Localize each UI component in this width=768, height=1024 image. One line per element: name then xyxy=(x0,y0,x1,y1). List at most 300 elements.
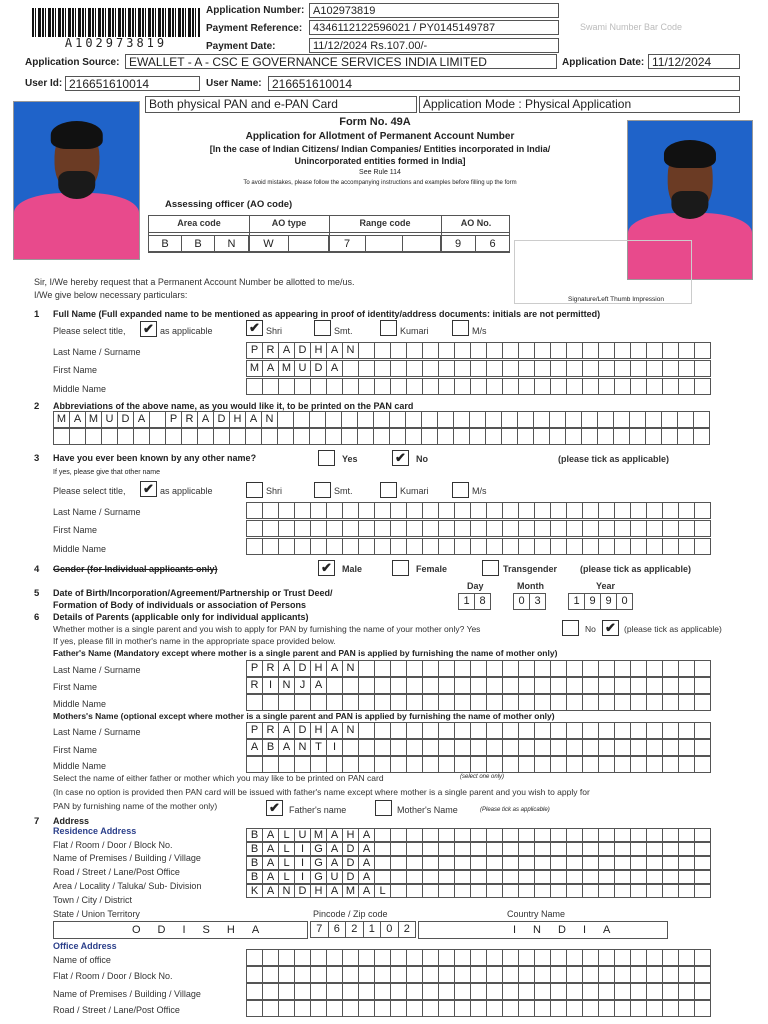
letter-cell[interactable] xyxy=(327,502,343,519)
letter-cell[interactable] xyxy=(279,949,295,966)
letter-cell[interactable] xyxy=(599,1000,615,1017)
letter-cell[interactable] xyxy=(599,983,615,1000)
letter-cell[interactable] xyxy=(471,694,487,711)
letter-cell[interactable] xyxy=(695,520,711,537)
letter-cell[interactable] xyxy=(567,502,583,519)
letter-cell[interactable] xyxy=(391,966,407,983)
letter-cell[interactable]: N xyxy=(343,722,359,739)
letter-cell[interactable] xyxy=(438,428,454,445)
letter-cell[interactable] xyxy=(343,378,359,395)
letter-cell[interactable] xyxy=(583,694,599,711)
letter-cell[interactable] xyxy=(471,828,487,842)
letter-cell[interactable] xyxy=(375,660,391,677)
letter-cell[interactable] xyxy=(647,966,663,983)
letter-cell[interactable] xyxy=(391,856,407,870)
letter-cell[interactable] xyxy=(327,538,343,555)
letter-cell[interactable] xyxy=(423,966,439,983)
letter-cell[interactable] xyxy=(439,828,455,842)
letter-cell[interactable] xyxy=(471,1000,487,1017)
letter-cell[interactable] xyxy=(439,378,455,395)
letter-cell[interactable] xyxy=(375,538,391,555)
letter-cell[interactable] xyxy=(471,538,487,555)
letter-cell[interactable]: N xyxy=(262,411,278,428)
letter-cell[interactable] xyxy=(519,966,535,983)
letter-cell[interactable] xyxy=(679,538,695,555)
letter-cell[interactable] xyxy=(343,677,359,694)
letter-cell[interactable] xyxy=(567,342,583,359)
letter-cell[interactable] xyxy=(407,739,423,756)
letter-cell[interactable] xyxy=(695,502,711,519)
letter-cell[interactable] xyxy=(599,722,615,739)
letter-cell[interactable] xyxy=(583,677,599,694)
letter-cell[interactable] xyxy=(598,428,614,445)
letter-cell[interactable]: A xyxy=(327,660,343,677)
letter-cell[interactable] xyxy=(631,870,647,884)
letter-cell[interactable] xyxy=(583,842,599,856)
letter-cell[interactable] xyxy=(359,694,375,711)
letter-cell[interactable] xyxy=(519,739,535,756)
letter-cell[interactable] xyxy=(391,694,407,711)
letter-cell[interactable] xyxy=(326,411,342,428)
letter-cell[interactable]: U xyxy=(327,870,343,884)
letter-cell[interactable] xyxy=(471,856,487,870)
letter-cell[interactable]: G xyxy=(311,870,327,884)
letter-cell[interactable] xyxy=(583,538,599,555)
letter-cell[interactable] xyxy=(439,694,455,711)
letter-cell[interactable] xyxy=(518,428,534,445)
letter-cell[interactable] xyxy=(487,828,503,842)
letter-cell[interactable] xyxy=(679,828,695,842)
letter-cell[interactable] xyxy=(359,520,375,537)
letter-cell[interactable] xyxy=(279,983,295,1000)
letter-cell[interactable] xyxy=(423,722,439,739)
letter-cell[interactable] xyxy=(615,360,631,377)
letter-cell[interactable]: D xyxy=(295,342,311,359)
s3-kumari-checkbox[interactable] xyxy=(380,482,397,498)
letter-cell[interactable] xyxy=(631,502,647,519)
letter-cell[interactable] xyxy=(599,360,615,377)
letter-cell[interactable] xyxy=(663,966,679,983)
letter-cell[interactable] xyxy=(423,694,439,711)
letter-cell[interactable] xyxy=(551,842,567,856)
letter-cell[interactable] xyxy=(615,983,631,1000)
letter-cell[interactable] xyxy=(407,360,423,377)
letter-cell[interactable] xyxy=(375,502,391,519)
letter-cell[interactable] xyxy=(631,966,647,983)
letter-cell[interactable] xyxy=(567,966,583,983)
letter-cell[interactable] xyxy=(327,694,343,711)
letter-cell[interactable] xyxy=(551,677,567,694)
letter-cell[interactable] xyxy=(311,1000,327,1017)
letter-cell[interactable] xyxy=(551,722,567,739)
letter-cell[interactable] xyxy=(599,502,615,519)
letter-cell[interactable] xyxy=(487,378,503,395)
letter-cell[interactable] xyxy=(535,1000,551,1017)
letter-cell[interactable] xyxy=(343,983,359,1000)
letter-cell[interactable] xyxy=(279,966,295,983)
s6-father-middle-cells[interactable] xyxy=(246,694,711,711)
letter-cell[interactable] xyxy=(423,983,439,1000)
letter-cell[interactable] xyxy=(519,660,535,677)
letter-cell[interactable] xyxy=(663,983,679,1000)
letter-cell[interactable] xyxy=(678,411,694,428)
letter-cell[interactable] xyxy=(615,1000,631,1017)
letter-cell[interactable] xyxy=(567,660,583,677)
letter-cell[interactable] xyxy=(407,856,423,870)
letter-cell[interactable] xyxy=(582,411,598,428)
letter-cell[interactable] xyxy=(663,828,679,842)
letter-cell[interactable] xyxy=(407,870,423,884)
s7-country-value[interactable]: INDIA xyxy=(418,921,668,939)
letter-cell[interactable] xyxy=(214,428,230,445)
letter-cell[interactable] xyxy=(615,856,631,870)
letter-cell[interactable] xyxy=(359,1000,375,1017)
letter-cell[interactable] xyxy=(519,520,535,537)
letter-cell[interactable] xyxy=(391,360,407,377)
letter-cell[interactable] xyxy=(487,660,503,677)
letter-cell[interactable] xyxy=(679,983,695,1000)
letter-cell[interactable] xyxy=(230,428,246,445)
letter-cell[interactable]: A xyxy=(263,842,279,856)
s3-last-name-cells[interactable] xyxy=(246,502,711,519)
letter-cell[interactable] xyxy=(439,884,455,898)
letter-cell[interactable] xyxy=(583,884,599,898)
letter-cell[interactable] xyxy=(358,411,374,428)
letter-cell[interactable]: H xyxy=(311,884,327,898)
letter-cell[interactable] xyxy=(503,502,519,519)
letter-cell[interactable] xyxy=(647,949,663,966)
letter-cell[interactable] xyxy=(247,378,263,395)
letter-cell[interactable] xyxy=(375,520,391,537)
letter-cell[interactable] xyxy=(615,342,631,359)
letter-cell[interactable] xyxy=(662,428,678,445)
letter-cell[interactable] xyxy=(631,842,647,856)
letter-cell[interactable] xyxy=(423,677,439,694)
letter-cell[interactable] xyxy=(615,660,631,677)
letter-cell[interactable] xyxy=(279,756,295,773)
letter-cell[interactable] xyxy=(631,756,647,773)
letter-cell[interactable] xyxy=(647,360,663,377)
letter-cell[interactable]: D xyxy=(295,660,311,677)
letter-cell[interactable] xyxy=(247,502,263,519)
letter-cell[interactable] xyxy=(630,411,646,428)
letter-cell[interactable] xyxy=(295,983,311,1000)
letter-cell[interactable] xyxy=(423,828,439,842)
letter-cell[interactable]: B xyxy=(247,828,263,842)
s4-female-checkbox[interactable] xyxy=(392,560,409,576)
letter-cell[interactable] xyxy=(535,739,551,756)
letter-cell[interactable] xyxy=(471,966,487,983)
letter-cell[interactable]: M xyxy=(86,411,102,428)
letter-cell[interactable] xyxy=(407,694,423,711)
letter-cell[interactable]: N xyxy=(295,739,311,756)
letter-cell[interactable] xyxy=(534,428,550,445)
letter-cell[interactable]: L xyxy=(279,856,295,870)
letter-cell[interactable] xyxy=(375,842,391,856)
letter-cell[interactable] xyxy=(486,428,502,445)
s7-office-name-cells-2[interactable] xyxy=(246,966,711,983)
letter-cell[interactable] xyxy=(679,722,695,739)
letter-cell[interactable]: H xyxy=(343,828,359,842)
letter-cell[interactable] xyxy=(263,983,279,1000)
letter-cell[interactable] xyxy=(471,983,487,1000)
letter-cell[interactable] xyxy=(295,949,311,966)
letter-cell[interactable] xyxy=(567,870,583,884)
s3-ms-checkbox[interactable] xyxy=(452,482,469,498)
letter-cell[interactable] xyxy=(247,538,263,555)
letter-cell[interactable] xyxy=(519,842,535,856)
letter-cell[interactable] xyxy=(311,520,327,537)
letter-cell[interactable] xyxy=(375,1000,391,1017)
letter-cell[interactable] xyxy=(390,428,406,445)
letter-cell[interactable] xyxy=(439,660,455,677)
letter-cell[interactable] xyxy=(487,502,503,519)
letter-cell[interactable] xyxy=(471,502,487,519)
letter-cell[interactable] xyxy=(439,360,455,377)
letter-cell[interactable] xyxy=(519,694,535,711)
letter-cell[interactable] xyxy=(391,520,407,537)
letter-cell[interactable] xyxy=(375,856,391,870)
letter-cell[interactable] xyxy=(599,520,615,537)
letter-cell[interactable] xyxy=(567,842,583,856)
letter-cell[interactable] xyxy=(295,502,311,519)
letter-cell[interactable] xyxy=(503,520,519,537)
letter-cell[interactable] xyxy=(439,677,455,694)
letter-cell[interactable]: A xyxy=(359,842,375,856)
letter-cell[interactable] xyxy=(455,378,471,395)
letter-cell[interactable] xyxy=(599,342,615,359)
letter-cell[interactable] xyxy=(663,660,679,677)
letter-cell[interactable] xyxy=(647,722,663,739)
letter-cell[interactable] xyxy=(327,677,343,694)
letter-cell[interactable] xyxy=(663,884,679,898)
letter-cell[interactable] xyxy=(263,520,279,537)
letter-cell[interactable] xyxy=(423,378,439,395)
letter-cell[interactable] xyxy=(583,828,599,842)
letter-cell[interactable] xyxy=(391,983,407,1000)
letter-cell[interactable]: A xyxy=(359,828,375,842)
letter-cell[interactable] xyxy=(279,520,295,537)
letter-cell[interactable] xyxy=(295,378,311,395)
letter-cell[interactable] xyxy=(470,411,486,428)
letter-cell[interactable] xyxy=(471,870,487,884)
s7-office-name-cells-1[interactable] xyxy=(246,949,711,966)
letter-cell[interactable] xyxy=(679,870,695,884)
letter-cell[interactable] xyxy=(295,694,311,711)
letter-cell[interactable] xyxy=(455,520,471,537)
letter-cell[interactable] xyxy=(423,756,439,773)
letter-cell[interactable] xyxy=(375,378,391,395)
letter-cell[interactable] xyxy=(583,870,599,884)
letter-cell[interactable] xyxy=(583,378,599,395)
letter-cell[interactable] xyxy=(407,677,423,694)
s2-abbrev-row-2[interactable] xyxy=(53,428,710,445)
letter-cell[interactable]: 1 xyxy=(459,593,475,610)
letter-cell[interactable] xyxy=(679,660,695,677)
letter-cell[interactable] xyxy=(86,428,102,445)
letter-cell[interactable] xyxy=(647,520,663,537)
letter-cell[interactable] xyxy=(263,502,279,519)
letter-cell[interactable] xyxy=(679,756,695,773)
letter-cell[interactable] xyxy=(519,949,535,966)
letter-cell[interactable] xyxy=(551,520,567,537)
s7-area-cells[interactable] xyxy=(246,870,711,884)
letter-cell[interactable] xyxy=(295,538,311,555)
letter-cell[interactable] xyxy=(471,884,487,898)
letter-cell[interactable] xyxy=(519,856,535,870)
letter-cell[interactable] xyxy=(407,538,423,555)
letter-cell[interactable]: A xyxy=(247,739,263,756)
letter-cell[interactable] xyxy=(583,360,599,377)
letter-cell[interactable] xyxy=(695,983,711,1000)
letter-cell[interactable] xyxy=(663,342,679,359)
letter-cell[interactable] xyxy=(391,677,407,694)
letter-cell[interactable] xyxy=(295,966,311,983)
letter-cell[interactable] xyxy=(359,966,375,983)
letter-cell[interactable] xyxy=(583,502,599,519)
letter-cell[interactable] xyxy=(647,538,663,555)
letter-cell[interactable] xyxy=(407,1000,423,1017)
letter-cell[interactable] xyxy=(294,428,310,445)
letter-cell[interactable] xyxy=(279,502,295,519)
letter-cell[interactable] xyxy=(182,428,198,445)
letter-cell[interactable] xyxy=(391,1000,407,1017)
letter-cell[interactable] xyxy=(519,360,535,377)
letter-cell[interactable] xyxy=(343,756,359,773)
letter-cell[interactable] xyxy=(583,949,599,966)
letter-cell[interactable] xyxy=(487,677,503,694)
letter-cell[interactable] xyxy=(663,842,679,856)
s6-mother-first-cells[interactable] xyxy=(246,739,711,756)
letter-cell[interactable] xyxy=(567,378,583,395)
s6-mother-last-cells[interactable] xyxy=(246,722,711,739)
letter-cell[interactable]: D xyxy=(343,870,359,884)
letter-cell[interactable] xyxy=(631,983,647,1000)
letter-cell[interactable]: A xyxy=(134,411,150,428)
letter-cell[interactable] xyxy=(631,828,647,842)
letter-cell[interactable] xyxy=(343,1000,359,1017)
letter-cell[interactable]: A xyxy=(359,870,375,884)
letter-cell[interactable] xyxy=(455,949,471,966)
letter-cell[interactable] xyxy=(423,870,439,884)
s7-premises-cells[interactable] xyxy=(246,842,711,856)
letter-cell[interactable] xyxy=(567,677,583,694)
letter-cell[interactable] xyxy=(263,966,279,983)
letter-cell[interactable] xyxy=(615,538,631,555)
letter-cell[interactable] xyxy=(455,502,471,519)
letter-cell[interactable] xyxy=(391,538,407,555)
letter-cell[interactable] xyxy=(327,1000,343,1017)
letter-cell[interactable] xyxy=(455,756,471,773)
letter-cell[interactable] xyxy=(455,870,471,884)
letter-cell[interactable] xyxy=(551,342,567,359)
letter-cell[interactable] xyxy=(567,884,583,898)
letter-cell[interactable]: A xyxy=(263,360,279,377)
letter-cell[interactable] xyxy=(471,739,487,756)
letter-cell[interactable] xyxy=(343,360,359,377)
letter-cell[interactable]: D xyxy=(295,884,311,898)
letter-cell[interactable] xyxy=(535,870,551,884)
letter-cell[interactable]: G xyxy=(311,856,327,870)
letter-cell[interactable] xyxy=(263,538,279,555)
letter-cell[interactable] xyxy=(455,538,471,555)
letter-cell[interactable]: A xyxy=(327,360,343,377)
s1-last-name-cells[interactable] xyxy=(246,342,711,359)
letter-cell[interactable] xyxy=(647,756,663,773)
letter-cell[interactable]: 9 xyxy=(585,593,601,610)
letter-cell[interactable] xyxy=(407,983,423,1000)
letter-cell[interactable] xyxy=(503,378,519,395)
letter-cell[interactable] xyxy=(599,694,615,711)
letter-cell[interactable] xyxy=(647,378,663,395)
letter-cell[interactable] xyxy=(247,694,263,711)
letter-cell[interactable] xyxy=(631,1000,647,1017)
letter-cell[interactable]: L xyxy=(279,828,295,842)
letter-cell[interactable]: A xyxy=(263,856,279,870)
letter-cell[interactable] xyxy=(503,739,519,756)
letter-cell[interactable] xyxy=(327,756,343,773)
letter-cell[interactable] xyxy=(359,756,375,773)
letter-cell[interactable] xyxy=(615,966,631,983)
letter-cell[interactable]: A xyxy=(327,856,343,870)
letter-cell[interactable] xyxy=(471,378,487,395)
letter-cell[interactable] xyxy=(407,828,423,842)
letter-cell[interactable] xyxy=(615,677,631,694)
letter-cell[interactable]: A xyxy=(246,411,262,428)
letter-cell[interactable]: G xyxy=(311,842,327,856)
letter-cell[interactable]: D xyxy=(343,842,359,856)
letter-cell[interactable] xyxy=(519,378,535,395)
letter-cell[interactable]: U xyxy=(102,411,118,428)
letter-cell[interactable] xyxy=(262,428,278,445)
letter-cell[interactable] xyxy=(359,660,375,677)
letter-cell[interactable] xyxy=(311,949,327,966)
letter-cell[interactable] xyxy=(631,694,647,711)
letter-cell[interactable]: B xyxy=(247,842,263,856)
letter-cell[interactable]: L xyxy=(279,842,295,856)
letter-cell[interactable] xyxy=(455,342,471,359)
letter-cell[interactable] xyxy=(647,856,663,870)
letter-cell[interactable] xyxy=(647,660,663,677)
letter-cell[interactable] xyxy=(599,538,615,555)
letter-cell[interactable] xyxy=(439,966,455,983)
letter-cell[interactable] xyxy=(375,342,391,359)
letter-cell[interactable] xyxy=(519,1000,535,1017)
s1-middle-name-cells[interactable] xyxy=(246,378,711,395)
letter-cell[interactable] xyxy=(566,428,582,445)
letter-cell[interactable] xyxy=(695,677,711,694)
s1-first-name-cells[interactable] xyxy=(246,360,711,377)
letter-cell[interactable] xyxy=(503,870,519,884)
letter-cell[interactable] xyxy=(503,842,519,856)
letter-cell[interactable] xyxy=(535,949,551,966)
letter-cell[interactable] xyxy=(615,870,631,884)
letter-cell[interactable] xyxy=(614,411,630,428)
letter-cell[interactable]: H xyxy=(311,660,327,677)
s1-shri-checkbox[interactable]: ✔ xyxy=(246,320,263,336)
letter-cell[interactable] xyxy=(407,722,423,739)
s6-yes-checkbox[interactable] xyxy=(562,620,579,636)
letter-cell[interactable] xyxy=(407,842,423,856)
letter-cell[interactable] xyxy=(391,502,407,519)
letter-cell[interactable] xyxy=(279,694,295,711)
letter-cell[interactable] xyxy=(599,660,615,677)
letter-cell[interactable] xyxy=(359,378,375,395)
letter-cell[interactable] xyxy=(551,884,567,898)
letter-cell[interactable] xyxy=(423,502,439,519)
letter-cell[interactable] xyxy=(118,428,134,445)
signature-box[interactable] xyxy=(514,240,692,304)
